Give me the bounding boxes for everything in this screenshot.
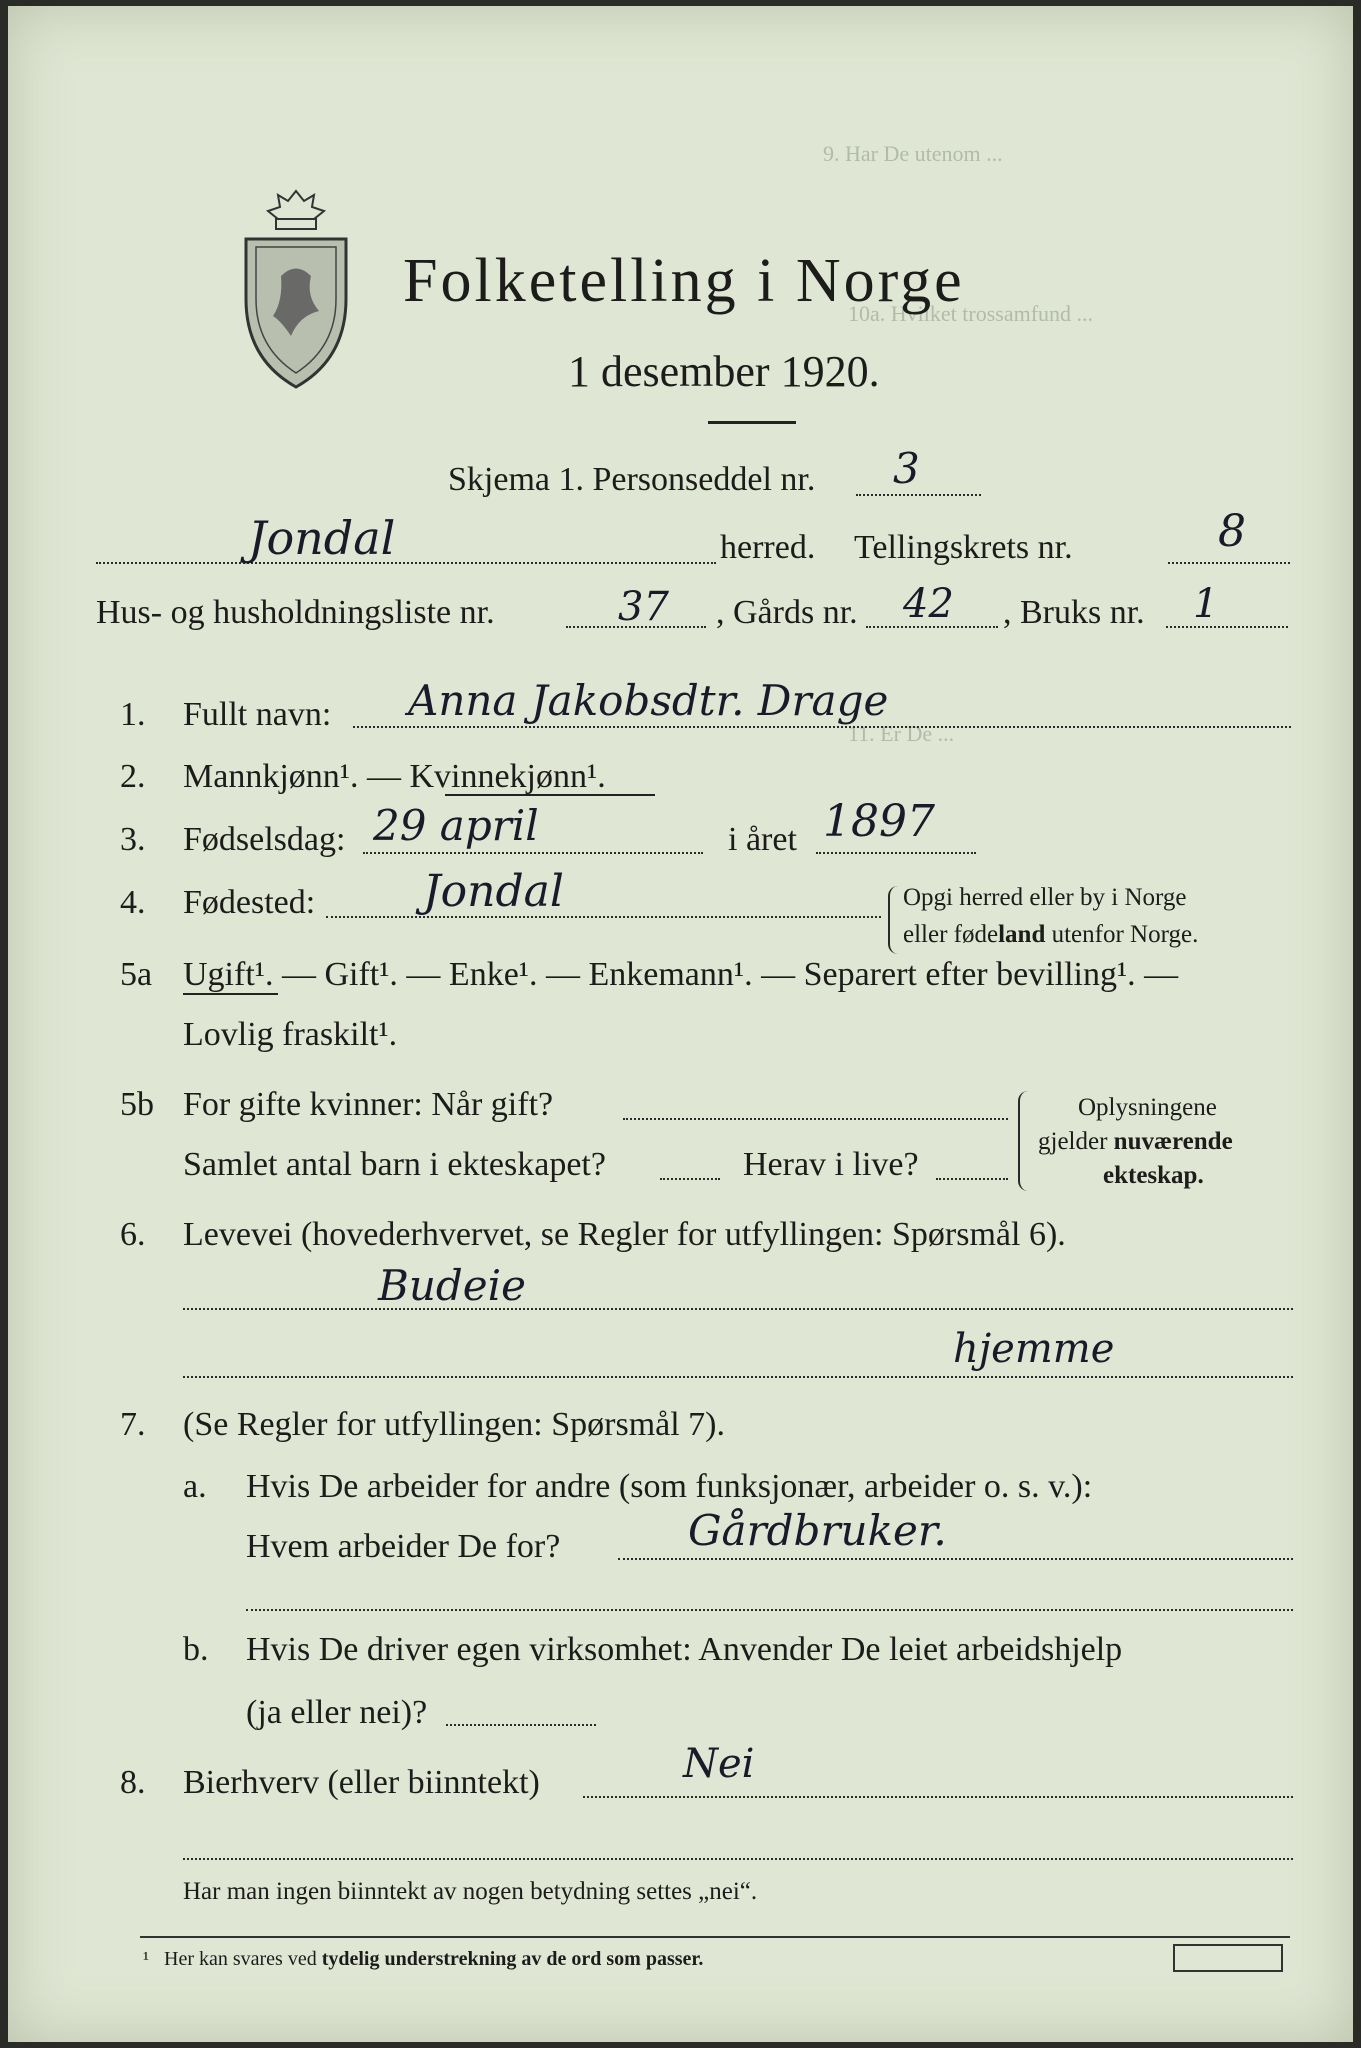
bruks-label: , Bruks nr. — [1003, 594, 1145, 631]
tellingskrets-label: Tellingskrets nr. — [854, 529, 1073, 566]
coat-of-arms-icon — [236, 181, 356, 391]
schema-label: Skjema 1. Personseddel nr. — [448, 461, 816, 498]
gards-label: , Gårds nr. — [716, 594, 858, 631]
footnote: ¹ Her kan svares ved tydelig understrekning av de ord som passer. — [143, 1948, 704, 1970]
children-alive-field[interactable] — [936, 1178, 1008, 1180]
q2-label: Mannkjønn¹. — Kvinnekjønn¹. — [183, 758, 606, 795]
employer-value: Gårdbruker. — [688, 1506, 947, 1555]
q8-number: 8. — [120, 1764, 146, 1801]
printer-stamp — [1173, 1944, 1283, 1972]
q4-label: Fødested: — [183, 884, 316, 921]
census-form-page — [8, 6, 1353, 2042]
husholdningsliste-value: 37 — [618, 584, 669, 630]
q6-number: 6. — [120, 1216, 146, 1253]
bleed-through-text: 11. Er De ... — [848, 721, 955, 746]
bleed-through-text: 9. Har De utenom ... — [823, 141, 1003, 166]
side-income-field-line2[interactable] — [183, 1858, 1293, 1860]
q8-note: Har man ingen biinntekt av nogen betydning settes „nei“. — [183, 1878, 758, 1905]
employer-field[interactable] — [618, 1558, 1293, 1560]
bruks-value: 1 — [1193, 581, 1219, 627]
q2-number: 2. — [120, 758, 146, 795]
birthplace-value: Jondal — [423, 866, 564, 917]
full-name-value: Anna Jakobsdtr. Drage — [408, 676, 889, 725]
q7b-letter: b. — [183, 1631, 209, 1668]
bruks-field[interactable] — [1166, 626, 1288, 628]
q5b-note-line1: Oplysningene — [1078, 1094, 1217, 1121]
personseddel-field[interactable] — [856, 494, 981, 496]
birthdate-value: 29 april — [373, 801, 539, 850]
husholdningsliste-label: Hus- og husholdningsliste nr. — [96, 594, 495, 631]
q7a-employer-label: Hvem arbeider De for? — [246, 1528, 561, 1565]
q7a-label: Hvis De arbeider for andre (som funksjonær, arbeider o. s. v.): — [246, 1468, 1093, 1505]
side-income-field[interactable] — [583, 1796, 1293, 1798]
brace-icon — [888, 886, 898, 954]
q1-label: Fullt navn: — [183, 696, 332, 733]
q4-note-line1: Opgi herred eller by i Norge — [903, 884, 1187, 911]
q5a-options-line2: Lovlig fraskilt¹. — [183, 1016, 398, 1053]
occupation-field-line2[interactable] — [183, 1376, 1293, 1378]
q5a-number: 5a — [120, 956, 153, 993]
q5b-children-label: Samlet antal barn i ekteskapet? — [183, 1146, 606, 1183]
q1-number: 1. — [120, 696, 146, 733]
q5b-note-line3: ekteskap. — [1103, 1162, 1204, 1189]
personseddel-value: 3 — [893, 444, 920, 493]
q3-label: Fødselsdag: — [183, 821, 346, 858]
brace-icon — [1018, 1091, 1028, 1191]
q5a-options: Ugift¹. — Gift¹. — Enke¹. — Enkemann¹. — Separert efter bevilling¹. — — [183, 956, 1179, 993]
title-divider — [708, 421, 796, 424]
gards-value: 42 — [903, 581, 954, 627]
q7-label: (Se Regler for utfyllingen: Spørsmål 7). — [183, 1406, 726, 1443]
form-date: 1 desember 1920. — [568, 347, 880, 396]
tellingskrets-field[interactable] — [1168, 562, 1290, 564]
side-income-value: Nei — [683, 1741, 755, 1787]
q5b-alive-label: Herav i live? — [743, 1146, 919, 1183]
q5b-label: For gifte kvinner: Når gift? — [183, 1086, 554, 1123]
q7b-label: Hvis De driver egen virksomhet: Anvender De leiet arbeidshjelp — [246, 1631, 1123, 1668]
q7a-letter: a. — [183, 1468, 207, 1505]
q5b-number: 5b — [120, 1086, 154, 1123]
occupation-field-line1[interactable] — [183, 1308, 1293, 1310]
q7-number: 7. — [120, 1406, 146, 1443]
tellingskrets-value: 8 — [1218, 506, 1246, 557]
occupation-value-line2: hjemme — [953, 1326, 1115, 1372]
q4-number: 4. — [120, 884, 146, 921]
q8-label: Bierhverv (eller biinntekt) — [183, 1764, 540, 1801]
q7b-answer-label: (ja eller nei)? — [246, 1694, 428, 1731]
birthdate-field[interactable] — [363, 852, 703, 854]
gender-underline — [445, 794, 655, 796]
full-name-field[interactable] — [353, 726, 1291, 728]
q4-note-line2: eller fødeland utenfor Norge. — [903, 921, 1199, 948]
herred-field[interactable] — [96, 562, 716, 564]
q3-number: 3. — [120, 821, 146, 858]
children-count-field[interactable] — [660, 1178, 720, 1180]
own-business-field[interactable] — [446, 1724, 596, 1726]
q5b-note-line2: gjelder nuværende — [1038, 1128, 1233, 1155]
bleed-through-text: 10a. Hvilket trossamfund ... — [848, 301, 1094, 326]
employer-field-line2[interactable] — [246, 1609, 1293, 1611]
birthyear-field[interactable] — [816, 852, 976, 854]
footnote-divider — [140, 1936, 1290, 1938]
form-title: Folketelling i Norge — [403, 247, 965, 315]
marital-underline — [183, 993, 278, 995]
birthplace-field[interactable] — [326, 916, 881, 918]
occupation-value-line1: Budeie — [378, 1261, 526, 1310]
q6-label: Levevei (hovederhvervet, se Regler for utfyllingen: Spørsmål 6). — [183, 1216, 1066, 1253]
q3-year-label: i året — [728, 821, 797, 858]
birthyear-value: 1897 — [823, 796, 935, 847]
herred-value: Jondal — [248, 511, 396, 565]
married-when-field[interactable] — [623, 1118, 1008, 1120]
herred-label: herred. — [720, 529, 816, 566]
